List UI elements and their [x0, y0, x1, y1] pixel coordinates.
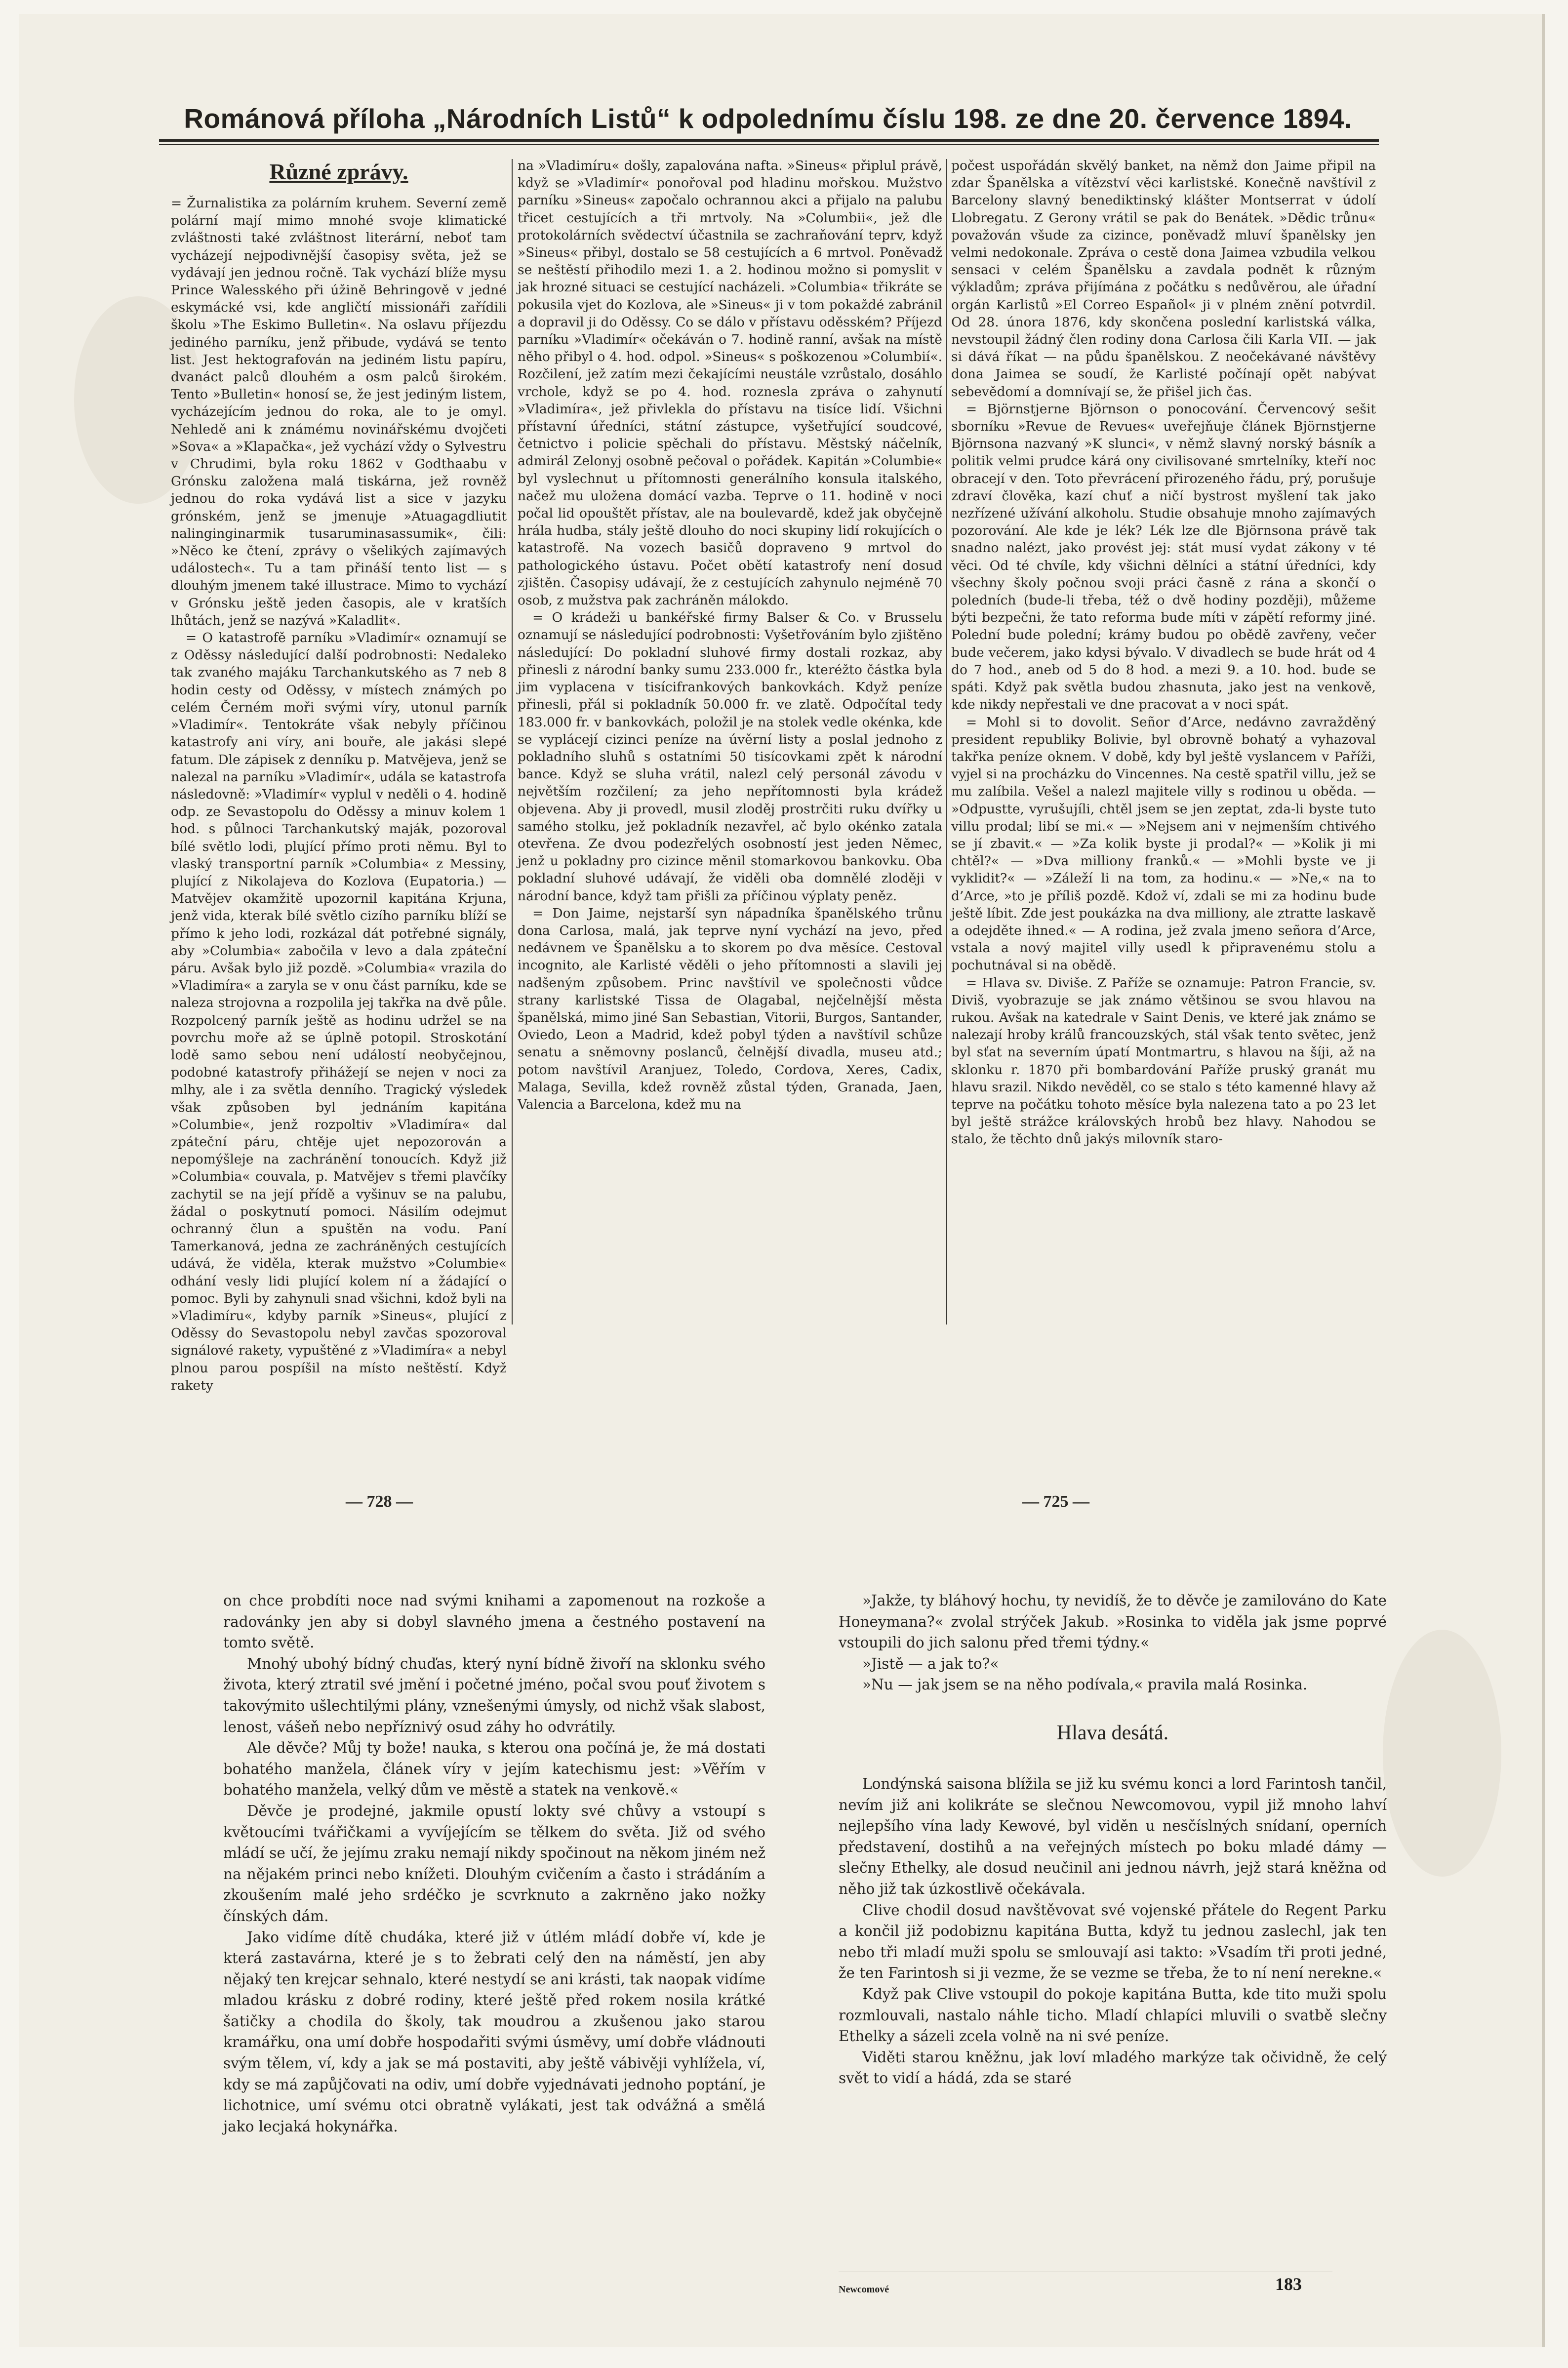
section-heading: Různé zprávy. [269, 159, 408, 184]
novel-paragraph: »Nu — jak jsem se na něho podívala,« pravila malá Rosinka. [862, 1676, 1308, 1693]
novel-paragraph: Když pak Clive vstoupil do pokoje kapitána Butta, kde tito muži spolu rozmlouvali, nastalo náhle ticho. Mladí chlapíci mluvili o svatbě slečny Ethelky a sázeli zcela volně na ni své peníze. [839, 1985, 1387, 2045]
news-paragraph: = Žurnalistika za polárním kruhem. Severní země polární mají mimo mnohé svoje klimatické zvláštnosti také zvláštnost literární, neboť tam vycházejí nejpodivnější časopisy světa, jež se vydávají jen jednou ročně. Tak vychází blíže mysu Prince Walesského při úžině Behringově v jedné eskymácké vsi, kde angličtí missionáři zařídili školu »The Eskimo Bulletin«. Na oslavu příjezdu jediného parníku, jenž přibude, vydává se tento list. Jest hektografován na jediném listu papíru, dvanáct palců dlouhém a osm palců širokém. Tento »Bulletin« honosí se, že jest jediným listem, vycházejícím jednou do roka, ale to je omyl. Nehledě ani k známému novinářskému dvojčeti »Sova« a »Klapačka«, jež vychází vždy o Sylvestru v Chrudimi, byla roku 1862 v Godthaabu v Grónsku založena malá tiskárna, jež rovněž jednou do roka vydává list a sice v jazyku grónském, jenž se jmenuje »Atuagagdliutit nalinginginarmik tusaruminasassumik«, čili: »Něco ke čtení, zprávy o všelikých zajímavých událostech«. Tu a tam přináší tento list — s dlouhým jmenem také illustrace. Mimo to vychází v Grónsku ještě jeden časopis, ale v kratších lhůtách, jenž se nazývá »Kaladlit«. [171, 196, 507, 628]
novel-paragraph: Jako vidíme dítě chudáka, které již v útlém mládí dobře ví, kde je která zastavárna, které je s to žebrati celý den na náměstí, jen aby nějaký ten krejcar sehnalo, které nestydí se ani krásti, tak naopak vidíme mladou krásku z dobré rodiny, které ještě před rokem nosila krátké šatičky a chodila do školy, tak moudrou a zkušenou jako starou kramářku, ona umí dobře hospodařiti svými úsměvy, umí dobře vládnouti svým tělem, ví, kdy a jak se má postaviti, aby ještě vábivěji vyhlížela, ví, kdy se má zapůjčovati na odiv, umí dobře vyjednávati jednoho poptání, je lichotnice, umí svému otci obratně vylákati, jest tak odvážná a smělá jako lecjaká hokynářka. [223, 1928, 765, 2135]
novel-paragraph: »Jistě — a jak to?« [862, 1655, 999, 1672]
novel-paragraph: Ale děvče? Můj ty bože! nauka, s kterou ona počíná je, že má dostati bohatého manžela, článek víry v jejím katechismu jest: »Věřím v bohatého manžela, velký dům ve městě a statek na venkově.« [223, 1739, 765, 1799]
novel-right-page [839, 1590, 1387, 2272]
column-divider [946, 159, 947, 1324]
novel-left-page [223, 1590, 765, 2277]
footer-page-number: 183 [1275, 2274, 1302, 2294]
column-divider [512, 159, 513, 1324]
news-column-3 [951, 157, 1376, 1325]
news-paragraph: = Hlava sv. Diviše. Z Paříže se oznamuje: Patron Francie, sv. Diviš, vyobrazuje se jak známo většinou se svou hlavou na rukou. Avšak na katedrale v Saint Denis, ve které jak známo se nalezají hroby králů francouzských, stál však tento světec, jenž byl sťat na severním úpatí Montmartru, s hlavou na šíji, až na sklonku r. 1870 při bombardování Paříže pruský granát mu hlavu srazil. Nikdo nevěděl, co se stalo s této kamenné hlavy až teprve na počátku tohoto měsíce byla nalezena tato a po 23 let byl ještě strážce královských hrobů bez hlavy. Nahodou se stalo, že těchto dnů jakýs milovník staro- [951, 975, 1376, 1147]
news-paragraph: = O katastrofě parníku »Vladimír« oznamují se z Oděssy následující další podrobnosti: Nedaleko tak zvaného majáku Tarchankutského as 7 neb 8 hodin cesty od Oděssy, v místech známých po celém Černém moři svými víry, utonul parník »Vladimír«. Tentokráte však nebyly příčinou katastrofy ani víry, ani bouře, ale jakási slepé fatum. Dle zápisek z denníku p. Matvějeva, jenž se nalezal na parníku »Vladimír«, udála se katastrofa následovně: »Vladimír« vyplul v neděli o 4. hodině odp. ze Sevastopolu do Oděssy a minuv kolem 1 hod. s půlnoci Tarchankutský maják, pozoroval bílé světlo lodi, plující přímo proti němu. Byl to vlaský transportní parník »Columbia« z Messiny, plující z Nikolajeva do Kozlova (Eupatoria.) — Matvějev okamžitě upozornil kapitána Krjuna, jenž vida, kterak bílé světlo cizího parníku blíží se přímo k jeho lodi, rozkázal dát potřebné signály, aby »Columbia« zabočila v levo a dala zpáteční páru. Avšak bylo již pozdě. »Columbia« vrazila do »Vladimíra« a zaryla se v onu část parníku, kde se naleza strojovna a rozpolila jej takřka na dvě půle. Rozpolcený parník ještě as hodinu udržel se na povrchu moře až se úplně potopil. Stroskotání lodě samo sebou není událostí neobyčejnou, podobné katastrofy přihážejí se nejen v noci za mlhy, ale i za světla denního. Tragický výsledek však způsoben byl jednáním kapitána »Columbie«, jenž rozpoltiv »Vladimíra« dal zpáteční páru, chtěje ujet nepozorován a nepomýšleje na zachránění tonoucích. Když již »Columbia« couvala, p. Matvějev s třemi plavčíky zachytil se na její přídě a vyšinuv se na palubu, žádal o poskytnutí pomoci. Násilím odejmut ochranný člun a spuštěn na vodu. Paní Tamerkanová, jedna ze zachráněných cestujících udává, že viděla, kterak mužstvo »Columbie« odhání vesly lidi plující kolem ní a žádající o pomoc. Byli by zahynuli snad všichni, kdož byli na »Vladimíru«, kdyby parník »Sineus«, plující z Oděssy do Sevastopolu nebyl zavčas spozoroval signálové rakety, vypuštěné z »Vladimíra« a nebyl plnou parou pospíšil na místo neštěstí. Když rakety [171, 630, 507, 1393]
novel-paragraph: Mnohý ubohý bídný chuďas, který nyní bídně živoří na sklonku svého života, který ztratil své jmění i početné jméno, počal svou pouť životem s takovýmito ušlechtilými plány, vznešenými úmysly, od nichž však slabost, lenost, vášeň nebo nepříznivý osud záhy ho odvrátily. [223, 1655, 765, 1735]
news-paragraph: = Mohl si to dovolit. Señor d’Arce, nedávno zavražděný president republiky Bolivie, byl obrovně bohatý a vyhazoval takřka peníze oknem. V době, kdy byl ještě vyslancem v Paříži, vyjel si na procházku do Vincennes. Na cestě spatřil villu, jež se mu zalíbila. Vešel a nalezl majitele villy s rodinou u oběda. — »Odpustte, vyrušujíli, chtěl jsem se jen zeptat, zda-li byste tuto villu prodal; libí se mi.« — »Nejsem ani v nejmenším chtivého se jí zbavit.« — »Za kolik byste ji prodal?« — »Kolik ji mi chtěl?« — »Dva milliony franků.« — »Mohli byste ve ji vyklidit?« — »Záleží li na tom, za hodinu.« — »Ne,« na to d’Arce, »to je příliš pozdě. Kdož ví, zdali se mi za hodinu bude ještě líbit. Zde jest poukázka na dva milliony, ale ztratte laskavě a odejděte ihned.« — A rodina, jež zvala jmeno señora d’Arce, vstala a nový majitel villy usedl k připravenému stolu a pochutnával si na obědě. [951, 714, 1376, 973]
news-paragraph: = Don Jaime, nejstarší syn nápadníka španělského trůnu dona Carlosa, malá, jak teprve nyní vychází na jevo, před nedávnem ve Španělsku a to skorem po dva měsíce. Cestoval incognito, ale Karlisté věděli o jeho přítomnosti a slavili jej nadšeným způsobem. Princ navštívil ve společnosti vůdce strany karlistské Tissa de Olagabal, nejčelnější města španělská, mimo jiné San Sebastian, Vitorii, Burgos, Santander, Oviedo, Leon a Madrid, kdež pobyl týden a navštívil schůze senatu a sněmovny poslanců, čelnější divadla, museu atd.; potom navštívil Aranjuez, Toledo, Cordova, Xeres, Cadix, Malaga, Sevilla, kdež rovněž zůstal týden, Granada, Jaen, Valencia a Barcelona, kdež mu na [518, 905, 942, 1112]
news-paragraph: počest uspořádán skvělý banket, na němž don Jaime připil na zdar Španělska a vítězství věci karlistské. Konečně navštívil z Barcelony slavný benediktinský klášter Montserrat v údolí Llobregatu. Z Gerony vrátil se pak do Benátek. »Dědic trůnu« považován všude za cizince, poněvadž mluví španělsky jen velmi nedokonale. Zpráva o cestě dona Jaimea vzbudila velkou sensaci v celém Španělsku a zavdala podnět k různým výkladům; zpráva přijímána z počátku s nedůvěrou, ale úřadní orgán Karlistů »El Correo Español« ji v plném znění potvrdil. Od 28. února 1876, kdy skončena poslední karlistská válka, nevstoupil žádný člen rodiny dona Carlosa čili Karla VII. — jak si dává říkat — na půdu španělskou. Z neočekávané návštěvy dona Jaimea se soudí, že Karlisté počínají opět nabývat sebevědomí a domnívají se, že přišel jich čas. [951, 158, 1376, 400]
masthead-title: Románová příloha „Národních Listů“ k odpolednímu číslu 198. ze dne 20. července 1894. [184, 103, 1352, 134]
footer-signature: Newcomové [839, 2284, 889, 2295]
novel-paragraph: on chce probdíti noce nad svými knihami a zapomenout na rozkoše a radovánky jen aby si dobyl slavného jmena a čestného postavení na tomto světě. [223, 1592, 765, 1651]
masthead-rule [159, 139, 1379, 142]
paper-stain [1383, 1630, 1501, 1877]
news-paragraph: = O krádeži u bankéřské firmy Balser & Co. v Brusselu oznamují se následující podrobnosti: Vyšetřováním bylo zjištěno následující: Do pokladní sluhové firmy dostali rozkaz, aby přinesli z národní banky sumu 233.000 fr., kteréžto částka byla jim vyplacena v tisícifrankových bankovkách. Když peníze přinesli, přál si pokladník 50.000 fr. ve zlatě. Odpočítal tedy 183.000 fr. v bankovkách, položil je na stolek vedle okénka, kde se vyplácejí cizinci peníze na úvěrní listy a poslal jednoho z pokladního sluhů s ostatními 50 tisícovkami zpět k národní bance. Když se sluha vrátil, nalezl celý personál závodu v největším rozčilení; za jeho nepřítomnosti byla krádež objevena. Aby ji provedl, musil zloděj prostrčiti ruku dvířky u samého stolku, jež pokladník nezavřel, ač bylo okénko zatala otevřena. Ze dvou podezřelých osobností jest jeden Němec, jenž u pokladny pro cizince měnil stomarkovou bankovku. Oba pokladní sluhové udávají, že viděli oba domnělé zloději v národní bance, když tam přišli za příčinou výplaty peněz. [518, 610, 942, 904]
chapter-heading: Hlava desátá. [1056, 1721, 1169, 1744]
page-number-left: — 728 — [346, 1492, 413, 1511]
masthead-rule [159, 144, 1379, 145]
page-number-right: — 725 — [1022, 1492, 1089, 1511]
novel-paragraph: Londýnská saisona blížila se již ku svému konci a lord Farintosh tančil, nevím již ani kolikráte se slečnou Newcomovou, vypil již mnoho lahví nejlepšího vína lady Kewové, byl viděn u nesčíslných snídaní, operních představení, dostihů a na veřejných místech po boku mladé dámy — slečny Ethelky, ale dosud neučinil ani jednou návrh, jejž stará kněžna od něho již tak úzkostlivě očekávala. [839, 1775, 1387, 1897]
novel-paragraph: Clive chodil dosud navštěvovat své vojenské přátele do Regent Parku a končil již podobiznu kapitána Butta, když tu jednou zaslechl, jak ten nebo tři mladí muži spolu se smlouvají asi takto: »Vsadím tři proti jedné, že ten Farintosh si ji vezme, že se vezme se třeba, že to ní není nerekne.« [839, 1901, 1387, 1982]
novel-paragraph: Děvče je prodejné, jakmile opustí lokty své chůvy a vstoupí s květoucími tvářičkami a vyvíjejícím se tělkem do světa. Již od svého mládí se učí, že jejímu zraku nemají nikdy spočinout na někom jiném než na nějakém princi nebo knížeti. Dlouhým cvičením a často i strádáním a zkoušením malé jeho srdéčko je scvrknuto a zakrněno jako nožky čínských dám. [223, 1802, 765, 1925]
news-column-2 [518, 157, 942, 1325]
novel-paragraph: Viděti starou kněžnu, jak loví mladého markýze tak očividně, že celý svět to vidí a hádá, zda se staré [839, 2048, 1387, 2087]
novel-paragraph: »Jakže, ty bláhový hochu, ty nevidíš, že to děvče je zamilováno do Kate Honeymana?« zvolal strýček Jakub. »Rosinka to viděla jak jsme poprvé vstoupili do jich salonu před třemi týdny.« [839, 1592, 1387, 1651]
news-column-1 [171, 157, 507, 1393]
news-paragraph: = Björnstjerne Björnson o ponocování. Červencový sešit sborníku »Revue de Revues« uveřejňuje článek Björnstjerne Björnsona nazvaný »K slunci«, v němž slavný norský básník a politik velmi prudce kárá ony civilisované smrtelníky, kteří noc obracejí v den. Toto převrácení přirozeného řádu, prý, porušuje zdraví člověka, kazí chuť a ničí bystrost myšlení tak jako nezřízené užívání alkoholu. Studie obsahuje mnoho zajímavých pozorování. Ale kde je lék? Lék lze dle Björnsona právě tak snadno nalézt, jako provést jej: stát musí vydat zákony v té věci. Od té chvíle, kdy všichni dělníci a státní úředníci, kdy všechny školy počnou svoji práci časně z rána a skončí o poledních (bude-li třeba, též o dvě hodiny později), můžeme býti bezpečni, že tato reforma bude míti v zápětí reformy jiné. Polední bude polední; krámy budou po obědě zavřeny, večer bude večerem, jako kdysi bývalo. V divadlech se bude hrát od 4 do 7 hod., aneb od 5 do 8 hod. a mezi 9. a 10. hod. bude se spáti. Když pak světla budou zhasnuta, jako jest na venkově, kde nikdy nepřestali ve dne pracovat a v noci spát. [951, 401, 1376, 713]
news-paragraph: na »Vladimíru« došly, zapalována nafta. »Sineus« připlul právě, když se »Vladimír« ponořoval pod hladinu mořskou. Mužstvo parníku »Sineus« započalo ochrannou akci a přijalo na palubu třicet cestujících a tři mrtvoly. Na »Columbii«, jež dle protokolárních svědectví účastnila se zachraňování teprv, když »Sineus« přibyl, dostalo se 58 cestujících a 6 mrtvol. Poněvadž se neštěstí přihodilo mezi 1. a 2. hodinou možno si pomyslit v jak hrozné situaci se cestující nacházeli. »Columbia« třikráte se pokusila vjet do Kozlova, ale »Sineus« ji v tom pokaždé zabránil a dopravil ji do Oděssy. Co se dálo v přístavu oděsském? Příjezd parníku »Vladimír« očekáván o 7. hodině ranní, avšak na místě něho přibyl o 4. hod. odpol. »Sineus« s poškozenou »Columbií«. Rozčilení, jež zatím mezi čekajícími neustále vzrůstalo, dosáhlo vrchole, když se po 4. hod. roznesla zpráva o zahynutí »Vladimíra«, jež přivlekla do přístavu na tisíce lidí. Všichni přístavní úředníci, státní zástupce, vyšetřující soudcové, četnictvo i policie spěchali do přístavu. Městský náčelník, admirál Zelonyj osobně pečoval o pořádek. Kapitán »Columbie« byl vyslechnut u přítomnosti generálního konsula italského, načež mu uložena domácí vazba. Teprve o 11. hodině v noci počal lid opouštět přístav, ale na boulevardě, kdež jak obyčejně hrála hudba, stály ještě dlouho do noci skupiny lidí rokujících o katastrofě. Na vozech basičů dopraveno 9 mrtvol do pathologického ústavu. Počet obětí katastrofy není dosud zjištěn. Časopisy udávají, že z cestujících zahynulo nejméně 70 osob, z mužstva pak zachráněn málokdo. [518, 158, 942, 608]
